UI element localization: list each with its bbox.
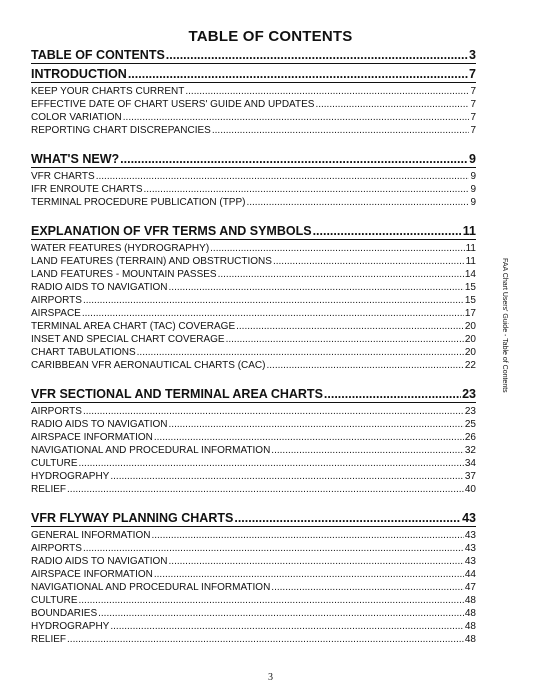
toc-entry[interactable] (31, 607, 476, 620)
toc-entry[interactable] (31, 470, 476, 483)
toc-entry[interactable] (31, 294, 476, 307)
toc-entry-page: 7 (470, 125, 476, 136)
page-number: 3 (268, 672, 273, 683)
toc-entry[interactable] (31, 405, 476, 418)
toc-entry-label: RADIO AIDS TO NAVIGATION (31, 419, 168, 430)
toc-entry[interactable] (31, 568, 476, 581)
dot-leader (234, 510, 461, 526)
toc-entry-page: 9 (470, 184, 476, 195)
toc-entry-page: 11 (465, 256, 476, 267)
toc-entry-label: IFR ENROUTE CHARTS (31, 184, 143, 195)
toc-entry[interactable] (31, 581, 476, 594)
toc-entry-label: WATER FEATURES (HYDROGRAPHY) (31, 243, 210, 254)
toc-entry-label: AIRPORTS (31, 295, 82, 306)
toc-entry-page: 25 (464, 419, 476, 430)
toc-entry-label: TERMINAL AREA CHART (TAC) COVERAGE (31, 321, 236, 332)
toc-entry-page: 22 (464, 360, 476, 371)
toc-entry-page: 44 (464, 569, 476, 580)
toc-entry-page: 43 (464, 556, 476, 567)
section-heading-vfr-sectional-and-terminal-area-charts[interactable] (31, 386, 476, 403)
toc-entry-label: AIRSPACE INFORMATION (31, 432, 153, 443)
dot-leader (236, 320, 464, 333)
toc-entry-page: 32 (464, 445, 476, 456)
toc-entry-label: HYDROGRAPHY (31, 621, 110, 632)
toc-entry-label: NAVIGATIONAL AND PROCEDURAL INFORMATION (31, 445, 271, 456)
toc-entry[interactable] (31, 85, 476, 98)
dot-leader (185, 85, 469, 98)
dot-leader (271, 444, 464, 457)
toc-entry-page: 48 (464, 608, 476, 619)
dot-leader (151, 529, 463, 542)
dot-leader (110, 620, 464, 633)
toc-entry-label: VFR CHARTS (31, 171, 95, 182)
dot-leader (120, 151, 468, 167)
toc-entry-page: 43 (462, 511, 476, 525)
dot-leader (271, 581, 464, 594)
dot-leader (67, 483, 464, 496)
toc-entry-label: WHAT'S NEW? (31, 152, 120, 166)
toc-entry[interactable] (31, 242, 476, 255)
toc-entry[interactable] (31, 529, 476, 542)
toc-entry-label: RADIO AIDS TO NAVIGATION (31, 282, 168, 293)
toc-entry[interactable] (31, 594, 476, 607)
dot-leader (313, 223, 462, 239)
toc-entry[interactable] (31, 483, 476, 496)
toc-entry-page: 20 (464, 347, 476, 358)
toc-entry-table-of-contents[interactable] (31, 47, 476, 64)
toc-entry-page: 9 (469, 152, 476, 166)
toc-entry[interactable] (31, 183, 476, 196)
dot-leader (67, 633, 464, 646)
toc-entry[interactable] (31, 111, 476, 124)
toc-entry-label: AIRPORTS (31, 406, 82, 417)
toc-entry-label: AIRPORTS (31, 543, 82, 554)
toc-entry-label: AIRSPACE INFORMATION (31, 569, 153, 580)
toc-entry-page: 40 (464, 484, 476, 495)
toc-entry-page: 48 (464, 595, 476, 606)
toc-entry-page: 3 (469, 48, 476, 62)
toc-entry-label: CHART TABULATIONS (31, 347, 136, 358)
toc-entry[interactable] (31, 98, 476, 111)
toc-entry[interactable] (31, 620, 476, 633)
dot-leader (169, 281, 464, 294)
dot-leader (315, 98, 469, 111)
dot-leader (83, 405, 464, 418)
toc-entry-label: COLOR VARIATION (31, 112, 122, 123)
toc-entry-label: GENERAL INFORMATION (31, 530, 151, 541)
toc-entry[interactable] (31, 457, 476, 470)
toc-entry-page: 43 (464, 543, 476, 554)
dot-leader (154, 568, 464, 581)
dot-leader (98, 607, 464, 620)
toc-entry-label: INTRODUCTION (31, 67, 127, 81)
toc-entry-label: LAND FEATURES (TERRAIN) AND OBSTRUCTIONS (31, 256, 272, 267)
toc-entry[interactable] (31, 307, 476, 320)
dot-leader (218, 268, 464, 281)
dot-leader (169, 418, 464, 431)
toc-entry-page: 20 (464, 334, 476, 345)
toc-entry-label: RELIEF (31, 484, 67, 495)
toc-entry[interactable] (31, 268, 476, 281)
toc-entry-label: BOUNDARIES (31, 608, 98, 619)
toc-entry-label: KEEP YOUR CHARTS CURRENT (31, 86, 185, 97)
toc-entry-page: 7 (469, 67, 476, 81)
toc-entry-label: REPORTING CHART DISCREPANCIES (31, 125, 211, 136)
toc-entry[interactable] (31, 431, 476, 444)
dot-leader (128, 66, 468, 82)
toc-entry-label: CULTURE (31, 458, 78, 469)
dot-leader (324, 386, 461, 402)
toc-entry-page: 15 (464, 282, 476, 293)
toc-entry-page: 7 (470, 86, 476, 97)
dot-leader (166, 47, 468, 63)
dot-leader (144, 183, 470, 196)
running-side-header: FAA Chart Users' Guide - Table of Contents (501, 258, 508, 393)
toc-entry-label: RADIO AIDS TO NAVIGATION (31, 556, 168, 567)
toc-entry-page: 43 (464, 530, 476, 541)
toc-entry-label: TABLE OF CONTENTS (31, 48, 165, 62)
toc-entry-page: 7 (470, 99, 476, 110)
dot-leader (212, 124, 470, 137)
toc-entry-page: 47 (464, 582, 476, 593)
toc-entry-page: 20 (464, 321, 476, 332)
toc-entry-label: VFR SECTIONAL AND TERMINAL AREA CHARTS (31, 387, 323, 401)
toc-entry-label: AIRSPACE (31, 308, 81, 319)
toc-entry-page: 9 (470, 197, 476, 208)
toc-entry-page: 14 (464, 269, 476, 280)
dot-leader (169, 555, 464, 568)
toc-entry-label: EXPLANATION OF VFR TERMS AND SYMBOLS (31, 224, 312, 238)
toc-entry-page: 11 (465, 243, 476, 254)
dot-leader (137, 346, 464, 359)
toc-entry-label: NAVIGATIONAL AND PROCEDURAL INFORMATION (31, 582, 271, 593)
toc-entry-label: HYDROGRAPHY (31, 471, 110, 482)
dot-leader (273, 255, 465, 268)
toc-entry[interactable] (31, 444, 476, 457)
toc-entry[interactable] (31, 555, 476, 568)
dot-leader (83, 542, 464, 555)
dot-leader (82, 307, 464, 320)
toc-entry-page: 15 (464, 295, 476, 306)
section-heading-vfr-flyway-planning-charts[interactable] (31, 510, 476, 527)
toc-entry-label: CULTURE (31, 595, 78, 606)
dot-leader (226, 333, 464, 346)
section-heading-explanation-of-vfr-terms-and-symbols[interactable] (31, 223, 476, 240)
toc-entry[interactable] (31, 281, 476, 294)
toc-entry-page: 48 (464, 634, 476, 645)
table-of-contents (31, 47, 476, 660)
toc-entry[interactable] (31, 124, 476, 137)
page-title: TABLE OF CONTENTS (188, 28, 353, 45)
toc-entry-page: 9 (470, 171, 476, 182)
toc-entry-page: 23 (462, 387, 476, 401)
dot-leader (210, 242, 464, 255)
toc-entry-page: 17 (464, 308, 476, 319)
toc-entry-label: LAND FEATURES - MOUNTAIN PASSES (31, 269, 217, 280)
toc-entry-label: TERMINAL PROCEDURE PUBLICATION (TPP) (31, 197, 246, 208)
toc-entry[interactable] (31, 359, 476, 372)
dot-leader (110, 470, 464, 483)
toc-entry[interactable] (31, 418, 476, 431)
toc-entry[interactable] (31, 346, 476, 359)
toc-entry-page: 26 (464, 432, 476, 443)
toc-entry[interactable] (31, 196, 476, 209)
toc-entry-label: VFR FLYWAY PLANNING CHARTS (31, 511, 234, 525)
toc-entry-page: 37 (464, 471, 476, 482)
toc-entry-page: 23 (464, 406, 476, 417)
toc-entry[interactable] (31, 170, 476, 183)
toc-entry-label: EFFECTIVE DATE OF CHART USERS' GUIDE AND UPDATES (31, 99, 315, 110)
dot-leader (154, 431, 464, 444)
toc-entry-label: CARIBBEAN VFR AERONAUTICAL CHARTS (CAC) (31, 360, 266, 371)
toc-entry[interactable] (31, 255, 476, 268)
dot-leader (83, 294, 464, 307)
toc-entry-label: RELIEF (31, 634, 67, 645)
dot-leader (123, 111, 470, 124)
section-heading-what-s-new[interactable] (31, 151, 476, 168)
dot-leader (78, 594, 463, 607)
toc-entry[interactable] (31, 542, 476, 555)
toc-entry-page: 34 (464, 458, 476, 469)
toc-entry[interactable] (31, 333, 476, 346)
dot-leader (246, 196, 469, 209)
toc-entry-page: 48 (464, 621, 476, 632)
toc-entry-label: INSET AND SPECIAL CHART COVERAGE (31, 334, 225, 345)
section-heading-introduction[interactable] (31, 66, 476, 83)
dot-leader (78, 457, 463, 470)
dot-leader (266, 359, 463, 372)
toc-entry-page: 7 (470, 112, 476, 123)
toc-entry[interactable] (31, 320, 476, 333)
dot-leader (96, 170, 470, 183)
toc-entry[interactable] (31, 633, 476, 646)
toc-entry-page: 11 (462, 224, 476, 238)
